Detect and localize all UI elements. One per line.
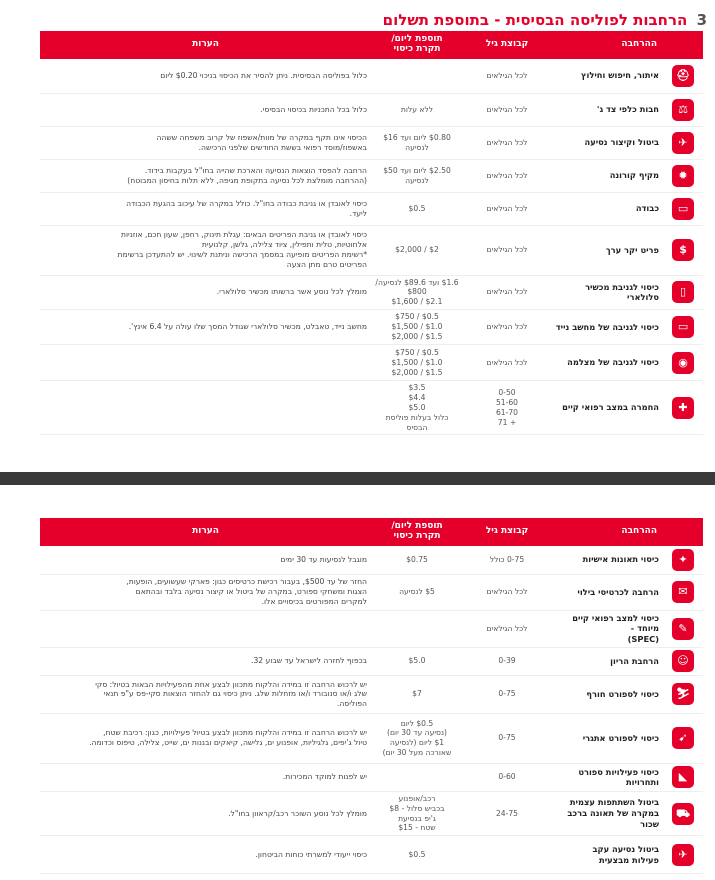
- extension-name: ביטול וקיצור נסיעה: [551, 126, 663, 159]
- table-row: [40, 791, 703, 835]
- table-row: [40, 675, 703, 713]
- extension-name: ביטול נסיעה עקב פעילות מבצעית: [551, 836, 663, 874]
- row-notes: כיסוי ייעודי למשרתי כוחות הביטחון.: [40, 836, 371, 874]
- extension-name: החמרה במצב רפואי קיים: [551, 381, 663, 435]
- ticket-icon: ✉: [672, 581, 694, 603]
- header-addition: תוספת ליום/ תקרת כיסוי: [371, 518, 463, 546]
- table-row: [40, 310, 703, 345]
- age-group: לכל הגילאים: [463, 310, 551, 345]
- extension-name: הרחבה לכרטיסי בילוי: [551, 574, 663, 610]
- table-row: [40, 836, 703, 874]
- valuables-icon: $: [672, 239, 694, 261]
- row-notes: יש לרכוש הרחבה זו במידה והלקוח מתכוון לבצע אחת מהפעילויות הבאות בטיול: סקי שלג ו/או סנובורד ו/או מזחלות שלג. ניתן כיסוי גם להחזר הוצאות סקי-פס ע"פ תנאי הפוליסה.: [40, 675, 371, 713]
- table-header-row: [40, 518, 703, 546]
- daily-addition: $5.0: [371, 647, 463, 675]
- row-notes: הכיסוי אינו תקף במקרה של מוות/אשפוז של קרוב משפחה ששהה באשפוז/מוסד רפואי בששת החודשים שלפני הרכישה.: [40, 126, 371, 159]
- table-row: [40, 126, 703, 159]
- search-rescue-icon: ⛑: [672, 65, 694, 87]
- row-icon-cell: [663, 345, 703, 381]
- row-notes: יש לפנות למוקד המכירות.: [40, 763, 371, 791]
- table-row: [40, 546, 703, 574]
- daily-addition: $0.5 ליום (נסיעה עד 30 יום) $1 ליום (לנסיעה שאורכה מעל 30 יום): [371, 713, 463, 763]
- row-icon-cell: [663, 126, 703, 159]
- row-icon-cell: [663, 159, 703, 192]
- daily-addition: רכב/אופנוע בכביש סלול - $8 ג'יפ בנסיעת שטח - $15: [371, 791, 463, 835]
- age-group: 0-75: [463, 675, 551, 713]
- row-icon-cell: [663, 381, 703, 435]
- daily-addition: [371, 610, 463, 647]
- header-notes: הערות: [40, 518, 371, 546]
- laptop-icon: ▭: [672, 316, 694, 338]
- age-group: 0-60: [463, 763, 551, 791]
- daily-addition: $0.5 / $750 $1.0 / $1,500 $1.5 / $2,000: [371, 310, 463, 345]
- daily-addition: ללא עלות: [371, 93, 463, 126]
- header-addition: תוספת ליום/ תקרת כיסוי: [371, 31, 463, 59]
- virus-icon: ✹: [672, 165, 694, 187]
- extension-name: כיסוי תאונות אישיות: [551, 546, 663, 574]
- extension-name: כיסוי לגניבת מכשיר סלולארי: [551, 275, 663, 310]
- row-notes: [40, 381, 371, 435]
- row-notes: כלול בפוליסה הבסיסית. ניתן להסיר את הכיסוי בניכוי $0.20 ליום: [40, 59, 371, 93]
- car-rental-icon: ⛟: [672, 803, 694, 825]
- table-row: [40, 59, 703, 93]
- header-extension: ההרחבה: [551, 518, 703, 546]
- row-icon-cell: [663, 647, 703, 675]
- section-title-text: הרחבות לפוליסה הבסיסית - בתוספת תשלום: [382, 11, 688, 29]
- age-group: 0-75: [463, 713, 551, 763]
- daily-addition: $0.80 ליום ועד $16 לנסיעה: [371, 126, 463, 159]
- third-party-icon: ⚖: [672, 99, 694, 121]
- extension-name: מקיף קורונה: [551, 159, 663, 192]
- daily-addition: [371, 763, 463, 791]
- daily-addition: $0.5: [371, 836, 463, 874]
- table-row: [40, 647, 703, 675]
- daily-addition: $1.6 ועד $89.6 לנסיעה/ $800 $2.1 / $1,600: [371, 275, 463, 310]
- header-extension: ההרחבה: [551, 31, 703, 59]
- extension-name: הרחבת הריון: [551, 647, 663, 675]
- table-row: [40, 275, 703, 310]
- syringe-icon: ✎: [672, 618, 694, 640]
- row-icon-cell: [663, 675, 703, 713]
- extensions-table-1: [40, 31, 703, 435]
- table-row: [40, 192, 703, 225]
- medical-cross-icon: ✚: [672, 397, 694, 419]
- table-row: [40, 381, 703, 435]
- section-title: [383, 11, 707, 29]
- row-icon-cell: [663, 192, 703, 225]
- luggage-icon: ▭: [672, 198, 694, 220]
- table-row: [40, 225, 703, 275]
- daily-addition: $0.75: [371, 546, 463, 574]
- row-icon-cell: [663, 791, 703, 835]
- age-group: 0-75 כולל: [463, 546, 551, 574]
- row-notes: בכפוף לחזרה לישראל עד שבוע 32.: [40, 647, 371, 675]
- table-row: [40, 713, 703, 763]
- extension-name: כיסוי לגניבה של מחשב נייד: [551, 310, 663, 345]
- row-icon-cell: [663, 275, 703, 310]
- row-icon-cell: [663, 574, 703, 610]
- row-icon-cell: [663, 713, 703, 763]
- daily-addition: [371, 59, 463, 93]
- document-page-2: [0, 485, 715, 880]
- header-notes: הערות: [40, 31, 371, 59]
- age-group: לכל הגילאים: [463, 59, 551, 93]
- daily-addition: $2 / $2,000: [371, 225, 463, 275]
- age-group: [463, 836, 551, 874]
- row-icon-cell: [663, 763, 703, 791]
- winter-sport-icon: ⛷: [672, 683, 694, 705]
- daily-addition: $7: [371, 675, 463, 713]
- extension-name: פריט יקר ערך: [551, 225, 663, 275]
- table-row: [40, 93, 703, 126]
- extension-name: חבות כלפי צד ג': [551, 93, 663, 126]
- extension-name: איתור, חיפוש וחילוץ: [551, 59, 663, 93]
- row-notes: מומלץ לכל נוסע השוכר רכב/קראוון בחו"ל.: [40, 791, 371, 835]
- daily-addition: $5 לנסיעה: [371, 574, 463, 610]
- table-header-row: [40, 31, 703, 59]
- camera-icon: ◉: [672, 352, 694, 374]
- table-row: [40, 574, 703, 610]
- sneaker-icon: ◣: [672, 766, 694, 788]
- table-row: [40, 763, 703, 791]
- table-row: [40, 610, 703, 647]
- extension-name: כבודה: [551, 192, 663, 225]
- row-notes: החזר של עד $500, בעבור רכישת כרטיסים כגון: פארקי שעשועים, הופעות, הצגות ומשחקי ספורט, במקרה של ביטול או קיצור נסיעה בלבד ובהתאם למקרים המפורטים בכיסויים אלו.: [40, 574, 371, 610]
- suitcase-icon: ✈: [672, 132, 694, 154]
- row-notes: מחשב נייד, טאבלט, מכשיר סלולארי שגודל המסך שלו עולה על 6.4 אינץ'.: [40, 310, 371, 345]
- daily-addition: $0.5 / $750 $1.0 / $1,500 $1.5 / $2,000: [371, 345, 463, 381]
- row-notes: [40, 610, 371, 647]
- trip-cancel-icon: ✈: [672, 844, 694, 866]
- age-group: לכל הגילאים: [463, 345, 551, 381]
- extensions-table-2: [40, 518, 703, 874]
- age-group: לכל הגילאים: [463, 574, 551, 610]
- age-group: לכל הגילאים: [463, 275, 551, 310]
- daily-addition: $2.50 ליום ועד $50 לנסיעה: [371, 159, 463, 192]
- row-notes: מוגבל לנסיעות עד 30 ימים: [40, 546, 371, 574]
- age-group: לכל הגילאים: [463, 159, 551, 192]
- age-group: לכל הגילאים: [463, 225, 551, 275]
- age-group: לכל הגילאים: [463, 192, 551, 225]
- row-icon-cell: [663, 225, 703, 275]
- row-icon-cell: [663, 546, 703, 574]
- row-notes: כלול בכל התכניות בכיסוי הבסיסי.: [40, 93, 371, 126]
- row-icon-cell: [663, 93, 703, 126]
- extension-name: כיסוי לספורט אתגרי: [551, 713, 663, 763]
- age-group: לכל הגילאים: [463, 610, 551, 647]
- age-group: לכל הגילאים: [463, 93, 551, 126]
- daily-addition: $3.5 $4.4 $5.0 כלול בעלות פוליסת הבסיס: [371, 381, 463, 435]
- pregnancy-icon: ☺: [672, 650, 694, 672]
- age-group: לכל הגילאים: [463, 126, 551, 159]
- extreme-sport-icon: ➹: [672, 727, 694, 749]
- header-age: קבוצת גיל: [463, 31, 551, 59]
- personal-accident-icon: ✦: [672, 549, 694, 571]
- table-row: [40, 345, 703, 381]
- row-icon-cell: [663, 610, 703, 647]
- row-notes: יש לרכוש הרחבה זו במידה והלקוח מתכוון לבצע בטיול פעילויות, כגון: רכיבת שטח, טיול ג'יפים, גלגיליות, אופנוע ים, גלישה, קיאקים ובננות ים, שייט, צלילה, טיפוס וכדומה.: [40, 713, 371, 763]
- age-group: 0-50 51-60 61-70 + 71: [463, 381, 551, 435]
- table-row: [40, 159, 703, 192]
- extension-name: ביטול השתתפות עצמית במקרה של תאונה ברכב שכור: [551, 791, 663, 835]
- extension-name: כיסוי למצב רפואי קיים מיוחד - (SPEC): [551, 610, 663, 647]
- smartphone-icon: ▯: [672, 281, 694, 303]
- row-notes: מומלץ לכל נוסע אשר ברשותו מכשיר סלולארי.: [40, 275, 371, 310]
- extension-name: כיסוי פעילויות ספורט ותחרויות: [551, 763, 663, 791]
- daily-addition: $0.5: [371, 192, 463, 225]
- age-group: 24-75: [463, 791, 551, 835]
- row-notes: [40, 345, 371, 381]
- row-notes: כיסוי לאובדן או גניבת הפריטים הבאים: עגלת תינוק, רחפן, שעון חכם, אוזניות אלחוטיות, טלית ותפילין, ציוד צלילה, גלשן, קלנועית *רשימת הפריטים מופיעה במסמך הרכישה וניתנת לשינוי. יש להתעדכן ברשימת הפריטים טרם מתן הצעה: [40, 225, 371, 275]
- extension-name: כיסוי לספורט חורף: [551, 675, 663, 713]
- row-icon-cell: [663, 59, 703, 93]
- extension-name: כיסוי לגניבה של מצלמה: [551, 345, 663, 381]
- row-icon-cell: [663, 310, 703, 345]
- row-notes: הרחבה להפסד הוצאות הנסיעה והארכת שהייה בחו"ל בעקבות בידוד. (ההרחבה מומלצת לכל נסיעה בתקופת מגיפה, ללא תלות בחיסון המבוטח): [40, 159, 371, 192]
- section-number: 3: [696, 11, 707, 29]
- header-age: קבוצת גיל: [463, 518, 551, 546]
- age-group: 0-39: [463, 647, 551, 675]
- page-gap: [0, 472, 715, 485]
- row-icon-cell: [663, 836, 703, 874]
- row-notes: כיסוי לאובדן או גניבת כבודה בחו"ל. כולל במקרה של עיכוב בהגעת הכבודה ליעד.: [40, 192, 371, 225]
